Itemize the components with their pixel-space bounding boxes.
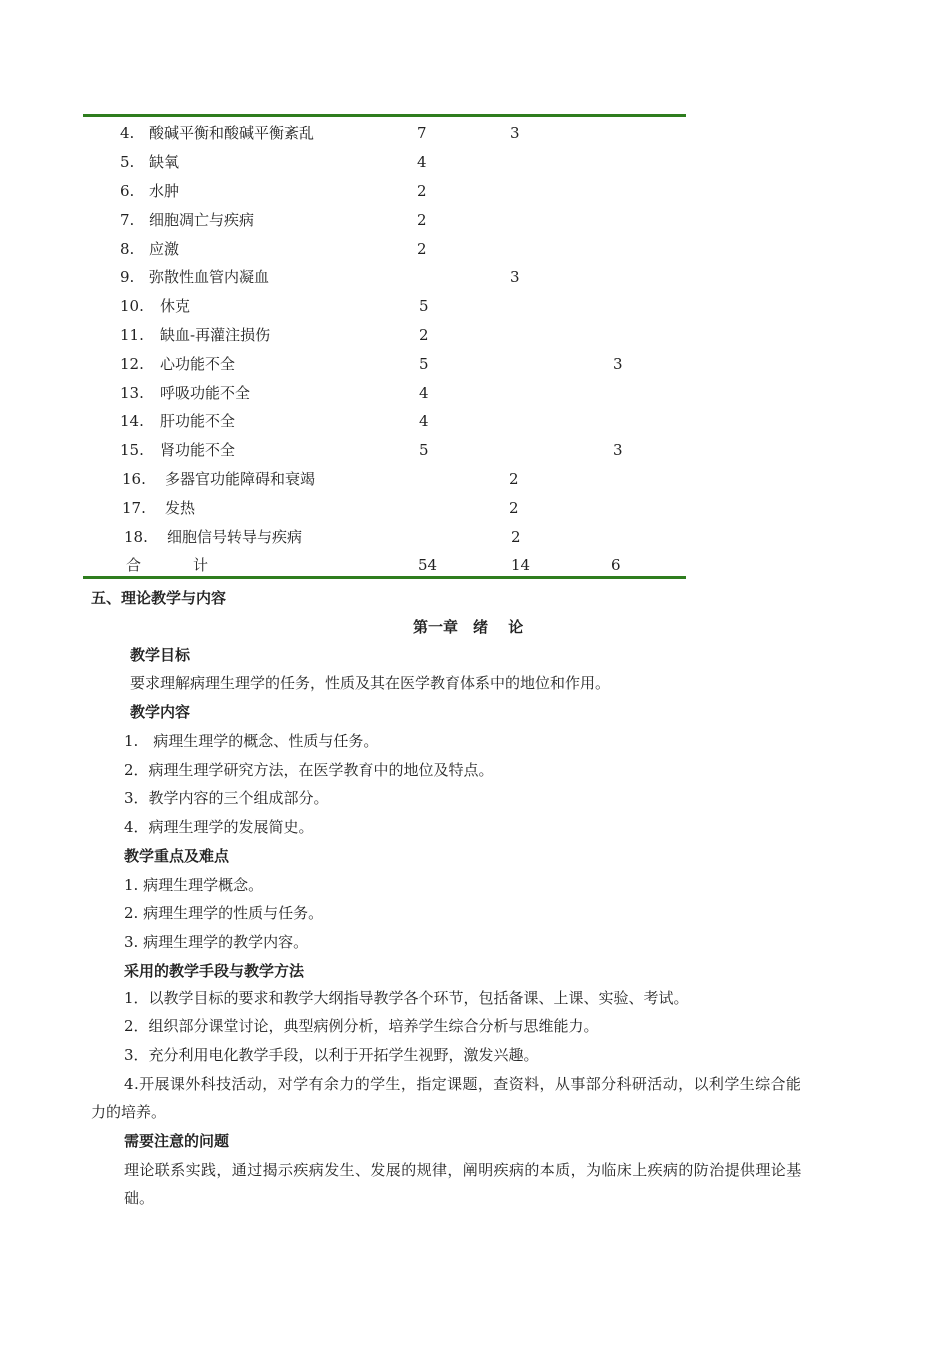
row-name: 心功能不全 [160,355,236,373]
row-hours-self: 2 [511,528,521,546]
total-hours-lab: 6 [611,556,621,574]
content-item: 2．病理生理学研究方法，在医学教育中的地位及特点。 [124,761,494,779]
row-hours-self: 3 [510,268,520,286]
row-number: 16. [122,470,146,488]
row-name: 肾功能不全 [160,441,236,459]
row-name: 多器官功能障碍和衰竭 [165,470,316,488]
table-row [0,523,952,552]
row-number: 4. [120,124,135,142]
total-label-left: 合 [126,556,142,574]
row-hours-lecture: 5 [419,297,429,315]
table-row [0,235,952,264]
table-row [0,292,952,321]
row-name: 缺血-再灌注损伤 [160,326,271,344]
notes-text-line-2: 础。 [124,1189,155,1207]
row-hours-lecture: 5 [419,355,429,373]
row-number: 13. [120,384,144,402]
row-hours-lecture: 7 [417,124,427,142]
table-row [0,206,952,235]
row-name: 水肿 [149,182,180,200]
table-row [0,321,952,350]
key-points-heading: 教学重点及难点 [124,847,230,865]
total-label-right: 计 [193,556,209,574]
row-name: 细胞凋亡与疾病 [149,211,255,229]
key-point-item: 3. 病理生理学的教学内容。 [124,933,309,951]
methods-item: 2．组织部分课堂讨论，典型病例分析，培养学生综合分析与思维能力。 [124,1017,599,1035]
key-point-item: 1. 病理生理学概念。 [124,876,264,894]
row-name: 休克 [160,297,191,315]
table-row [0,350,952,379]
table-row [0,494,952,523]
total-hours-self: 14 [511,556,531,574]
row-name: 缺氧 [149,153,180,171]
total-hours-lecture: 54 [418,556,438,574]
table-row [0,148,952,177]
content-item: 4．病理生理学的发展简史。 [124,818,314,836]
row-number: 7. [120,211,135,229]
table-row [0,263,952,292]
row-hours-lecture: 5 [419,441,429,459]
row-name: 酸碱平衡和酸碱平衡紊乱 [149,124,315,142]
row-number: 18. [124,528,148,546]
row-number: 8. [120,240,135,258]
row-name: 肝功能不全 [160,412,236,430]
row-name: 应激 [149,240,180,258]
methods-heading: 采用的教学手段与教学方法 [124,962,305,980]
content-heading: 教学内容 [130,703,191,721]
table-row [0,119,952,148]
row-hours-lecture: 4 [419,412,429,430]
table-row [0,379,952,408]
row-name: 弥散性血管内凝血 [149,268,270,286]
table-row [0,407,952,436]
methods-item-4-line-2: 力的培养。 [91,1103,167,1121]
table-bottom-rule [83,576,686,579]
key-point-item: 2. 病理生理学的性质与任务。 [124,904,324,922]
row-hours-lab: 3 [613,355,623,373]
table-top-rule [83,114,686,117]
row-hours-self: 2 [509,470,519,488]
methods-item: 3．充分利用电化教学手段，以利于开拓学生视野，激发兴趣。 [124,1046,539,1064]
row-hours-lecture: 4 [417,153,427,171]
content-item: 1. 病理生理学的概念、性质与任务。 [124,732,379,750]
section-heading: 五、理论教学与内容 [91,589,227,607]
row-number: 15. [120,441,144,459]
row-number: 6. [120,182,135,200]
goals-heading: 教学目标 [130,646,191,664]
row-number: 14. [120,412,144,430]
row-number: 12. [120,355,144,373]
row-number: 17. [122,499,146,517]
row-name: 发热 [165,499,196,517]
chapter-title: 第一章 绪 论 [413,618,524,636]
goals-text: 要求理解病理生理学的任务，性质及其在医学教育体系中的地位和作用。 [130,674,611,692]
row-hours-lecture: 2 [417,240,427,258]
table-row [0,436,952,465]
table-row [0,177,952,206]
row-number: 5. [120,153,135,171]
row-hours-lecture: 2 [419,326,429,344]
row-hours-lab: 3 [613,441,623,459]
row-hours-self: 3 [510,124,520,142]
row-number: 11. [120,326,144,344]
methods-item-4-line-1: 4.开展课外科技活动，对学有余力的学生，指定课题，查资料，从事部分科研活动，以利学生综合能 [124,1075,802,1093]
methods-item: 1．以教学目标的要求和教学大纲指导教学各个环节，包括备课、上课、实验、考试。 [124,989,689,1007]
notes-text-line-1: 理论联系实践，通过揭示疾病发生、发展的规律，阐明疾病的本质，为临床上疾病的防治提供理论基 [124,1161,802,1179]
row-name: 呼吸功能不全 [160,384,251,402]
notes-heading: 需要注意的问题 [124,1132,230,1150]
row-number: 9. [120,268,135,286]
row-hours-lecture: 2 [417,182,427,200]
row-hours-lecture: 2 [417,211,427,229]
row-hours-lecture: 4 [419,384,429,402]
row-name: 细胞信号转导与疾病 [167,528,303,546]
table-row [0,465,952,494]
content-item: 3．教学内容的三个组成部分。 [124,789,329,807]
row-hours-self: 2 [509,499,519,517]
row-number: 10. [120,297,144,315]
